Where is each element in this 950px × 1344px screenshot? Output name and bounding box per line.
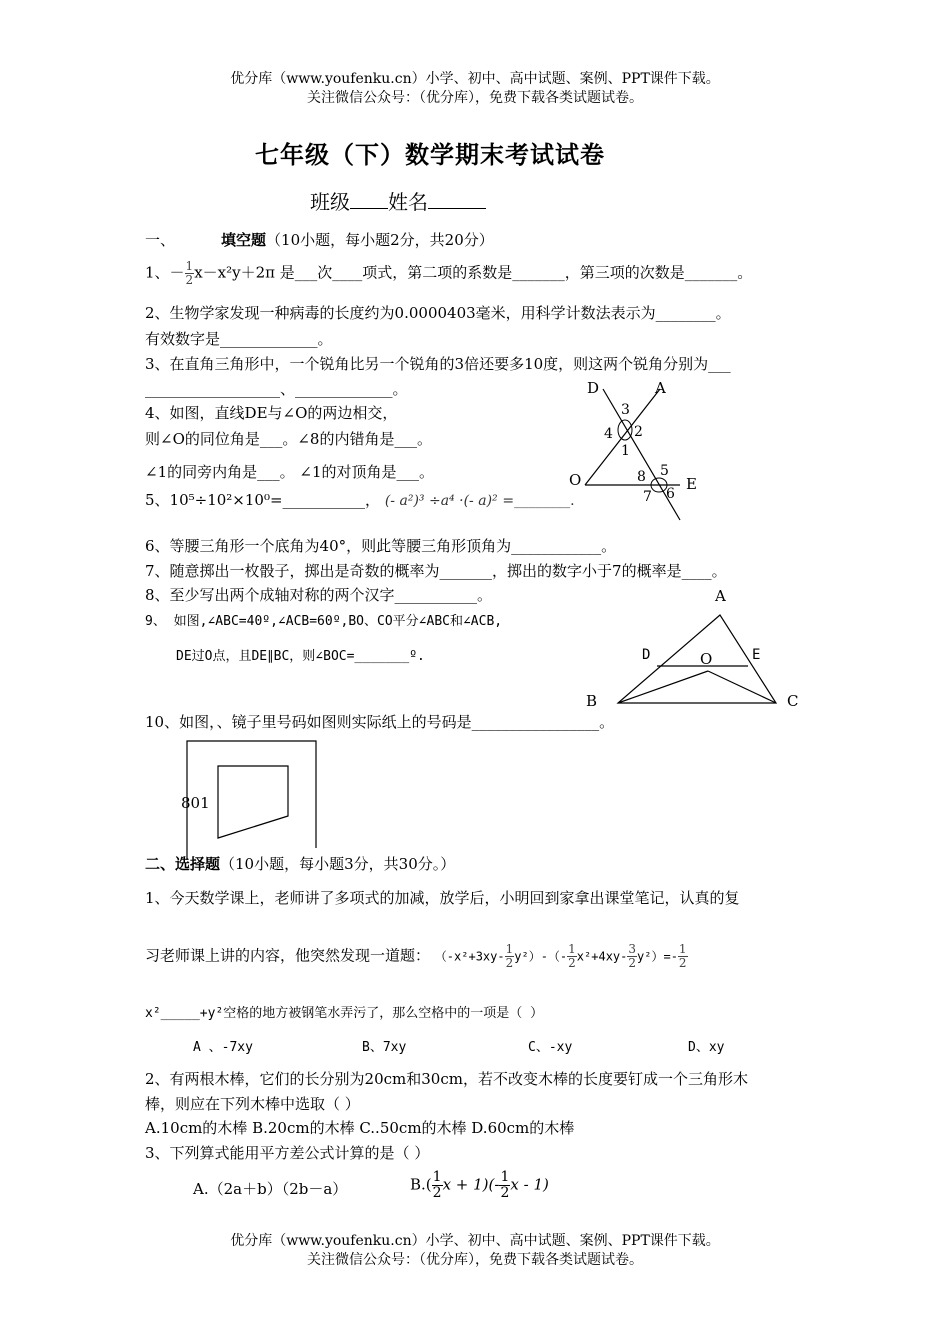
fig1-label-A: A	[655, 379, 666, 397]
question-9-line-2: DE过O点，且DE∥BC，则∠BOC=_______º.	[176, 649, 425, 664]
c1-eq-b: y²）-（-	[514, 949, 568, 964]
c3-frac-1-den: 2	[432, 1185, 442, 1201]
fig2-line-BO	[618, 671, 708, 703]
q1-expression: x－x²y＋2π	[194, 263, 275, 282]
choice-1-line-3: x²_____+y²空格的地方被钢笔水弄污了，那么空格中的一项是（ ）	[145, 1006, 544, 1021]
q5-part-2b: ³ ÷a⁴ ·(- a)²	[418, 493, 498, 509]
fig1-arc-top	[618, 420, 632, 440]
fig2-label-A: A	[715, 587, 726, 605]
question-10: 10、如图，、镜子里号码如图则实际纸上的号码是_________________。	[145, 713, 615, 731]
fig1-label-E: E	[686, 475, 697, 493]
c3-frac-1	[432, 1170, 443, 1201]
fig2-label-D: D	[642, 647, 651, 663]
question-7: 7、随意掷出一枚骰子，掷出是奇数的概率为_______，掷出的数字小于7的概率是____。	[145, 562, 727, 580]
section1-desc: （10小题，每小题2分，共20分）	[266, 231, 494, 249]
question-6: 6、等腰三角形一个底角为40°，则此等腰三角形顶角为____________。	[145, 537, 617, 555]
q1-frac-den: 2	[185, 273, 194, 287]
fig1-label-2: 2	[634, 424, 643, 440]
fig1-label-O: O	[569, 471, 582, 489]
choice-2-line-2: 棒，则应在下列木棒中选取（ ）	[145, 1095, 360, 1113]
c1-line2-prefix: 习老师课上讲的内容，他突然发现一道题：	[145, 946, 431, 965]
figure-mirror-diagram	[180, 738, 325, 860]
c1-frac-2-den: 2	[568, 956, 576, 970]
choice-2-line-3: A.10cm的木棒 B.20cm的木棒 C..50cm的木棒 D.60cm的木棒	[145, 1119, 575, 1137]
q1-text: 是___次____项式，第二项的系数是_______，第三项的次数是_______。	[275, 263, 753, 282]
question-4-line-1: 4、如图，直线DE与∠O的两边相交，	[145, 404, 398, 422]
c1-frac-2	[567, 943, 577, 970]
figure-triangle-diagram	[580, 585, 810, 715]
section1-heading	[145, 229, 494, 250]
c1-frac-2-num: 1	[568, 942, 576, 956]
class-label: 班级	[310, 190, 350, 214]
c1-frac-4-num: 1	[678, 942, 687, 956]
choice-1-option-d: D、xy	[688, 1040, 725, 1055]
choice-1-option-b: B、7xy	[362, 1040, 407, 1055]
fig1-label-5: 5	[660, 463, 669, 479]
c3-frac-2-den: 2	[500, 1185, 510, 1201]
c1-frac-3-num: 3	[628, 942, 637, 956]
c3-frac-2-num: 1	[500, 1169, 510, 1185]
choice-3-line-1: 3、下列算式能用平方差公式计算的是（ ）	[145, 1144, 430, 1162]
class-blank	[350, 188, 388, 209]
question-2-line-1: 2、生物学家发现一种病毒的长度约为0.0000403毫米，用科学计数法表示为________。	[145, 304, 731, 322]
figure-angle-diagram	[565, 375, 705, 525]
fig1-label-8: 8	[637, 469, 646, 485]
header-line-1: 优分库（www.youfenku.cn）小学、初中、高中试题、案例、PPT课件下载。	[230, 71, 720, 87]
q1-frac-num: 1	[185, 259, 194, 273]
fig1-label-7: 7	[643, 489, 652, 505]
choice-3-option-b	[410, 1170, 549, 1201]
question-2-line-2: 有效数字是_____________。	[145, 330, 333, 348]
fig1-label-3: 3	[621, 402, 630, 418]
fig2-label-B: B	[586, 692, 598, 710]
name-blank	[428, 188, 486, 209]
fig2-label-E: E	[752, 647, 761, 663]
choice-1-option-c: C、-xy	[528, 1040, 573, 1055]
question-5	[145, 489, 575, 510]
q5-part-2a: (- a²)	[384, 493, 419, 509]
fig1-label-4: 4	[604, 426, 613, 442]
c3-frac-2	[499, 1170, 510, 1201]
c1-eq-c: x²+4xy-	[576, 949, 628, 964]
name-label: 姓名	[388, 190, 428, 214]
fig3-mirror	[218, 766, 288, 838]
q1-prefix: 1、－	[145, 263, 185, 282]
fig3-label-number: 801	[181, 794, 210, 812]
q5-part-2-eq: =________.	[502, 493, 575, 509]
question-9-line-1: 9、 如图,∠ABC=40º,∠ACB=60º,BO、CO平分∠ABC和∠ACB,	[145, 614, 503, 629]
c3-optb-prefix: B.(	[410, 1175, 432, 1194]
c1-frac-3-den: 2	[628, 956, 637, 970]
question-4-line-2: 则∠O的同位角是___。∠8的内错角是___。	[145, 430, 432, 448]
choice-1-option-a: A 、-7xy	[193, 1040, 253, 1055]
section1-name: 填空题	[221, 231, 267, 249]
choice-1-line-1: 1、今天数学课上，老师讲了多项式的加减，放学后，小明回到家拿出课堂笔记，认真的复	[145, 889, 740, 907]
c1-eq-d: y²）=-	[637, 949, 678, 964]
question-4-line-3: ∠1的同旁内角是___。 ∠1的对顶角是___。	[145, 463, 434, 481]
c1-frac-1-num: 1	[505, 942, 514, 956]
choice-3-option-a: A.（2a＋b）（2b－a）	[193, 1180, 348, 1198]
fig1-label-D: D	[587, 379, 600, 397]
choice-1-line-2	[145, 943, 688, 970]
q5-part-1: 5、10⁵÷10²×10⁰=___________，	[145, 491, 381, 509]
fig1-label-1: 1	[621, 443, 630, 459]
class-name-line	[310, 186, 486, 215]
header-line-2: 关注微信公众号：（优分库），免费下载各类试题试卷。	[307, 90, 643, 106]
question-8: 8、至少写出两个成轴对称的两个汉字___________。	[145, 586, 493, 604]
c1-frac-1-den: 2	[505, 956, 514, 970]
page-title: 七年级（下）数学期末考试试卷	[255, 140, 605, 169]
fig2-label-O: O	[700, 650, 713, 668]
section2-name: 二、选择题	[145, 855, 221, 873]
section1-number: 一、	[145, 231, 176, 249]
q1-fraction	[185, 260, 195, 287]
c1-eq-a: （-x²+3xy-	[434, 949, 505, 964]
c3-frac-1-num: 1	[432, 1169, 442, 1185]
section2-desc: （10小题，每小题3分，共30分。）	[220, 855, 456, 873]
footer-line-1: 优分库（www.youfenku.cn）小学、初中、高中试题、案例、PPT课件下载。	[230, 1233, 720, 1249]
c3-optb-mid1: x + 1)(-	[442, 1175, 500, 1194]
fig1-label-6: 6	[666, 486, 675, 502]
fig2-label-C: C	[787, 692, 799, 710]
question-3-line-2: __________________、_____________。	[145, 380, 408, 398]
question-1	[145, 260, 752, 287]
section2-heading	[145, 853, 455, 874]
c3-optb-mid2: x - 1)	[510, 1175, 549, 1194]
c1-frac-4-den: 2	[678, 956, 687, 970]
c1-frac-1	[505, 943, 515, 970]
choice-2-line-1: 2、有两根木棒，它们的长分别为20cm和30cm，若不改变木棒的长度要钉成一个三角形木	[145, 1070, 748, 1088]
c1-frac-3	[627, 943, 637, 970]
footer-line-2: 关注微信公众号：（优分库），免费下载各类试题试卷。	[307, 1252, 643, 1268]
question-3-line-1: 3、在直角三角形中，一个锐角比另一个锐角的3倍还要多10度，则这两个锐角分别为___	[145, 355, 731, 373]
c1-frac-4	[678, 943, 688, 970]
